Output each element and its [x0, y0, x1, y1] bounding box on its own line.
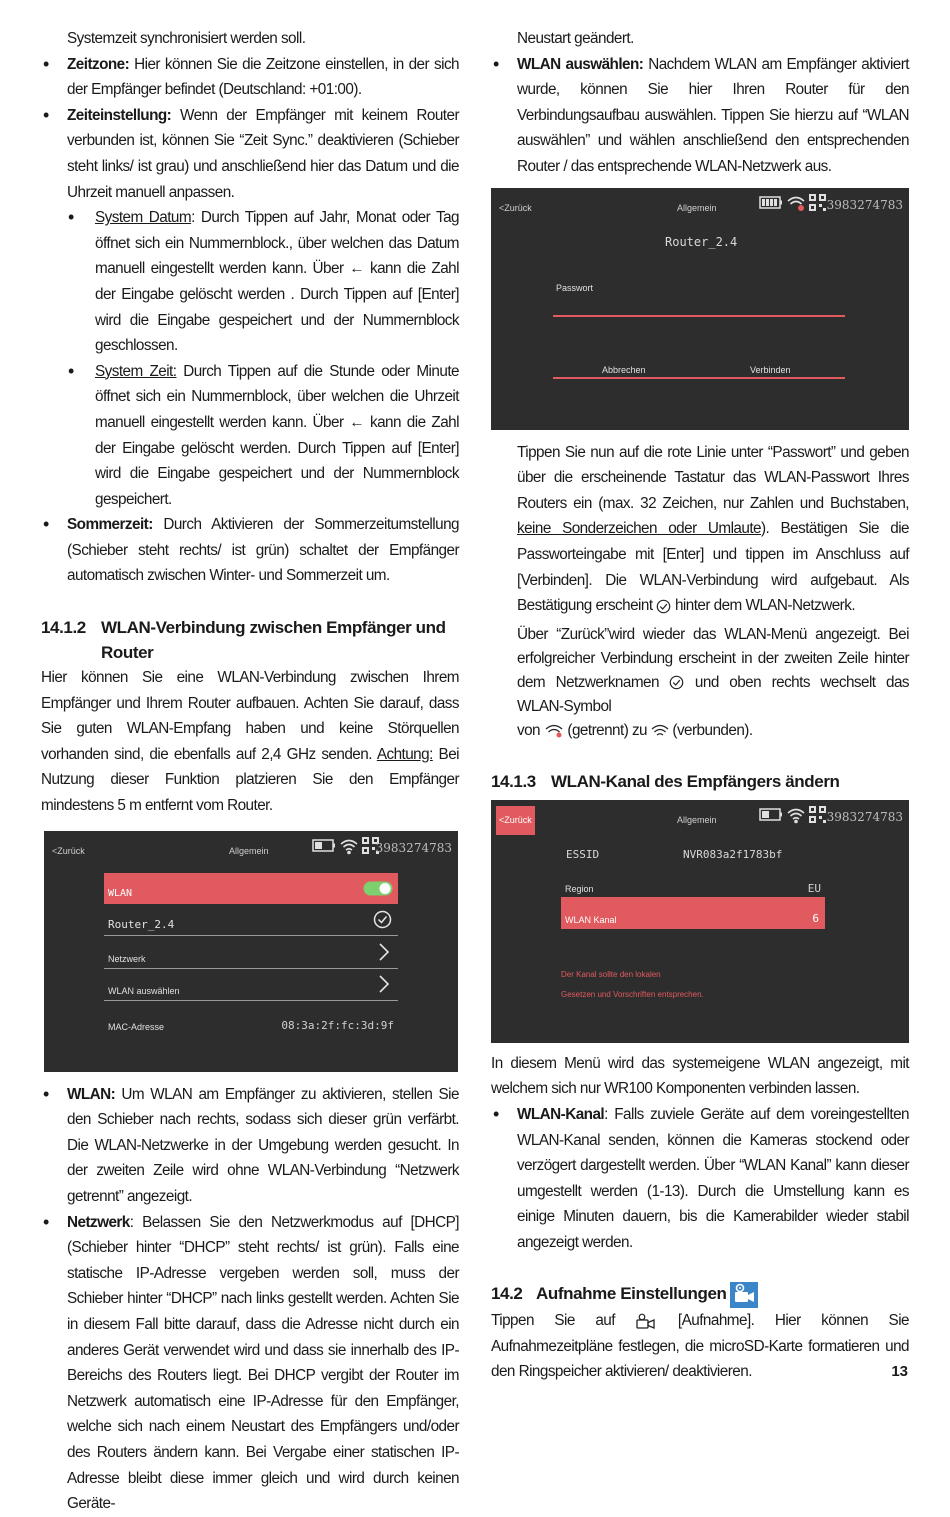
text: Durch Tippen auf die Stunde oder Minute öffnet sich ein Nummernblock, über welchen die Uhrzeit manuell eingestellt werden kann. Über: [95, 362, 459, 431]
text: Hier können Sie eine WLAN-Verbindung zwischen Ihrem Empfänger und Ihrem Router aufbauen. Achten Sie darauf, dass Sie guten WLAN-Empfang haben und keine Störquellen vorhanden sind, die ebenfalls auf 2,4 GHz senden.: [41, 669, 459, 763]
text: Durch Aktivieren der Sommerzeitumstellung (Schieber steht rechts/ ist grün) schaltet der Empfänger automatisch zwischen Winter- und Sommerzeit um.: [67, 516, 459, 585]
cancel-button[interactable]: Abbrechen: [602, 364, 646, 375]
arrow-left-icon: ←: [349, 260, 365, 278]
text: : Durch Tippen auf Jahr, Monat oder Tag öffnet sich ein Nummernblock., über welchen das Datum manuell eingestellt werden kann. Über: [95, 209, 459, 278]
password-label: Passwort: [556, 282, 594, 293]
paragraph: Neustart geändert.: [517, 30, 634, 47]
left-column: [41, 26, 459, 1517]
text: kann die Zahl der Eingabe gelöscht werden . Durch Tippen auf [Enter] wird die Eingabe gespeichert und der Nummernblock geschlossen.: [95, 260, 459, 355]
bullet-zeitzone: [41, 52, 459, 103]
bullet-wlan-auswaehlen: [491, 52, 909, 180]
text: Bei Nutzung dieser Funktion platzieren Sie den Empfänger mindestens 5 m entfernt vom Router.: [41, 745, 459, 815]
camera-settings-icon: [635, 1313, 657, 1329]
status-bar: [491, 800, 909, 828]
divider: [553, 377, 845, 379]
battery-icon: [760, 197, 782, 208]
status-bar: [44, 831, 458, 859]
section-heading-1412: [41, 615, 459, 665]
text: : Belassen Sie den Netzwerkmodus auf [DHCP] (Schieber hinter “DHCP” steht rechts/ ist grün). Falls eine statische IP-Adresse vergeben werden soll, muss der Schieber hinter “DHCP” nach links gestellt werden. Achten Sie in diesem Fall bitte darauf, dass die Adresse nicht durch ein anderes Gerät verwendet wird und dass sie innerhalb des IP-Bereichs des Routers liegt. Bei DHCP vergibt der Router im Netzwerk automatisch eine IP-Adresse für den Empfänger, welche sich nach einem Neustart des Empfängers und/oder des Routers ändern kann. Bei Vergabe einer statischen IP-Adresse bleibt diese immer gleich und wird durch keinen Geräte-: [67, 1213, 459, 1513]
text: Achtung:: [376, 745, 433, 763]
term: Sommerzeit:: [67, 516, 153, 534]
row-label: Region: [565, 883, 594, 894]
mac-row: [104, 1005, 398, 1036]
heading-title: Aufnahme Einstellungen: [536, 1284, 727, 1304]
wifi-disconnected-icon: [788, 197, 804, 211]
toggle-switch[interactable]: [363, 881, 393, 896]
bullet-wlan: [41, 1082, 459, 1210]
term: Zeiteinstellung:: [67, 106, 172, 124]
arrow-left-icon: ←: [349, 413, 365, 431]
essid-value: NVR083a2f1783bf: [683, 847, 783, 861]
screen-title: Allgemein: [229, 845, 269, 856]
back-button[interactable]: <Zurück: [52, 845, 85, 856]
paragraph-zurueck: [491, 623, 909, 743]
text: keine Sonderzeichen oder Umlaute: [517, 520, 761, 538]
wlan-auswaehlen-row[interactable]: [104, 969, 398, 1001]
region-value: EU: [807, 881, 821, 895]
bullet-sommerzeit: [41, 512, 459, 589]
text: : Falls zuviele Geräte auf dem voreingestellten WLAN-Kanal senden, können die Kameras stockend oder verzögert dargestellt werden. Über “WLAN Kanal” kann dieser umgestellt werden (1-13). Durch die Umstellung kann es einige Minuten dauern, bis die Kamerabilder wieder stabil angezeigt werden.: [517, 1105, 909, 1251]
qr-code-icon: [809, 806, 826, 823]
device-id: 3983274783: [826, 197, 903, 212]
password-screenshot: [491, 188, 909, 430]
text: kann die Zahl der Eingabe gelöscht werden. Durch Tippen auf [Enter] wird die Eingabe gespeichert und der Nummernblock gespeichert.: [95, 413, 459, 508]
screen-title: Allgemein: [677, 202, 717, 213]
router-row[interactable]: [104, 904, 398, 936]
wlan-settings-screenshot: [44, 831, 458, 1072]
text: (verbunden).: [668, 721, 753, 739]
check-circle-icon: [373, 910, 392, 929]
paragraph-password: [491, 440, 909, 619]
wlan-kanal-screenshot: [491, 800, 909, 1043]
wifi-icon: [788, 809, 804, 822]
status-icons: [759, 805, 831, 825]
netzwerk-row[interactable]: [104, 937, 398, 969]
bullet-wlan-kanal: [491, 1102, 909, 1256]
right-column: [491, 26, 909, 1385]
wlan-kanal-row[interactable]: [561, 897, 825, 929]
battery-icon: [760, 809, 782, 820]
row-label: Router_2.4: [108, 917, 175, 931]
paragraph-aufnahme: [491, 1308, 909, 1385]
camera-settings-icon: [730, 1282, 758, 1308]
heading-title: WLAN-Kanal des Empfängers ändern: [551, 771, 840, 791]
term: Zeitzone:: [67, 55, 130, 73]
bullet-zeiteinstellung: [41, 103, 459, 205]
row-label: WLAN Kanal: [565, 914, 617, 925]
heading-title: Router: [101, 643, 154, 663]
text: von: [517, 721, 544, 739]
text: hinter dem WLAN-Netzwerk.: [671, 597, 856, 615]
text: Nachdem WLAN am Empfänger aktiviert wurde, können Sie hier Ihren Router für den Verbindungsaufbau auswählen. Tippen Sie hierzu auf “WLAN auswählen” und wählen anschließend den entsprechenden Router / das entsprechende WLAN-Netzwerk aus.: [517, 55, 909, 175]
term: System Zeit:: [95, 362, 177, 380]
sub-bullet-system-zeit: [41, 359, 459, 513]
row-label: MAC-Adresse: [108, 1021, 165, 1032]
section-heading-142: [491, 1281, 909, 1308]
text: Hier können Sie die Zeitzone einstellen, in der sich der Empfänger befindet (Deutschland: +01:00).: [67, 55, 459, 99]
wifi-disconnected-icon: [544, 723, 564, 738]
intro-paragraph: [41, 665, 459, 819]
screen-title: Allgemein: [677, 814, 717, 825]
text: Um WLAN am Empfänger zu aktivieren, stellen Sie den Schieber nach rechts, sodass sich dieser grün verfärbt. Die WLAN-Netzwerke in der Umgebung werden gesucht. In der zweiten Zeile wird ohne WLAN-Verbindung “Netzwerk getrennt” angezeigt.: [67, 1085, 459, 1205]
row-label: WLAN: [108, 887, 133, 899]
password-input[interactable]: [553, 315, 845, 317]
text: (getrennt) zu: [563, 721, 651, 739]
check-circle-icon: [656, 599, 671, 614]
connect-button[interactable]: Verbinden: [750, 364, 791, 375]
text: Tippen Sie nun auf die rote Linie unter “Passwort” und geben über die erscheinende Tastatur das WLAN-Passwort Ihres Routers ein (max. 32 Zeichen, nur Zahlen und Buchstaben,: [517, 443, 909, 512]
back-button[interactable]: <Zurück: [496, 806, 535, 836]
text: und oben rechts wechselt das WLAN-Symbol: [517, 673, 909, 715]
paragraph: Systemzeit synchronisiert werden soll.: [67, 30, 306, 47]
heading-number: 14.2: [491, 1284, 523, 1304]
status-icons: [312, 836, 384, 856]
mac-value: 08:3a:2f:fc:3d:9f: [281, 1018, 394, 1032]
term: Netzwerk: [67, 1213, 130, 1231]
device-id: 3983274783: [375, 840, 452, 855]
heading-number: 14.1.3: [491, 771, 536, 791]
battery-icon: [313, 840, 335, 851]
term: WLAN-Kanal: [517, 1105, 605, 1123]
text: Wenn der Empfänger mit keinem Router verbunden ist, können Sie “Zeit Sync.” deaktivieren (Schieber steht links/ ist grau) und anschließend hier das Datum und die Uhrzeit manuell anpassen.: [67, 106, 459, 201]
status-icons: [759, 193, 831, 213]
kanal-value: 6: [812, 911, 819, 925]
text: ). Bestätigen Sie die Passworteingabe mit [Enter] und tippen im Anschluss auf [Verbinden]. Die WLAN-Verbindung wird aufgebaut. Als Bestätigung erscheint: [517, 520, 909, 615]
status-bar: [491, 188, 909, 216]
sub-bullet-system-datum: [41, 205, 459, 359]
section-heading-1413: [491, 769, 909, 794]
warning-text: Gesetzen und Vorschriften entsprechen.: [561, 989, 704, 999]
wifi-icon: [341, 840, 357, 853]
paragraph-menu: In diesem Menü wird das systemeigene WLAN angezeigt, mit welchem sich nur WR100 Komponenten verbinden lassen.: [491, 1054, 909, 1098]
row-label: Netzwerk: [108, 953, 146, 964]
router-name: Router_2.4: [665, 234, 738, 249]
check-circle-icon: [669, 675, 684, 690]
row-label: WLAN auswählen: [108, 985, 180, 996]
text: Tippen Sie auf: [491, 1311, 636, 1329]
warning-text: Der Kanal sollte den lokalen: [561, 969, 661, 979]
device-id: 3983274783: [826, 809, 903, 824]
wlan-toggle-row[interactable]: [104, 873, 398, 904]
bullet-netzwerk: [41, 1210, 459, 1517]
heading-number: 14.1.2: [41, 618, 86, 638]
chevron-right-icon: [378, 942, 390, 962]
chevron-right-icon: [378, 974, 390, 994]
text: Über “Zurück”wird wieder das WLAN-Menü angezeigt. Bei erfolgreicher Verbindung erscheint in der zweiten Zeile hinter dem Netzwerknamen: [517, 625, 909, 691]
page-number: 13: [891, 1363, 908, 1380]
wifi-icon: [651, 723, 669, 738]
term: WLAN auswählen:: [517, 55, 644, 73]
text: [Aufnahme]. Hier können Sie Aufnahmezeitpläne festlegen, die microSD-Karte formatieren und den Ringspeicher aktivieren/ deaktivieren.: [491, 1311, 909, 1381]
term: WLAN:: [67, 1085, 116, 1103]
heading-title: WLAN-Verbindung zwischen Empfänger und: [101, 618, 446, 638]
back-button[interactable]: <Zurück: [499, 202, 532, 213]
term: System Datum: [95, 209, 192, 227]
essid-label: ESSID: [566, 847, 600, 861]
qr-code-icon: [809, 194, 826, 211]
